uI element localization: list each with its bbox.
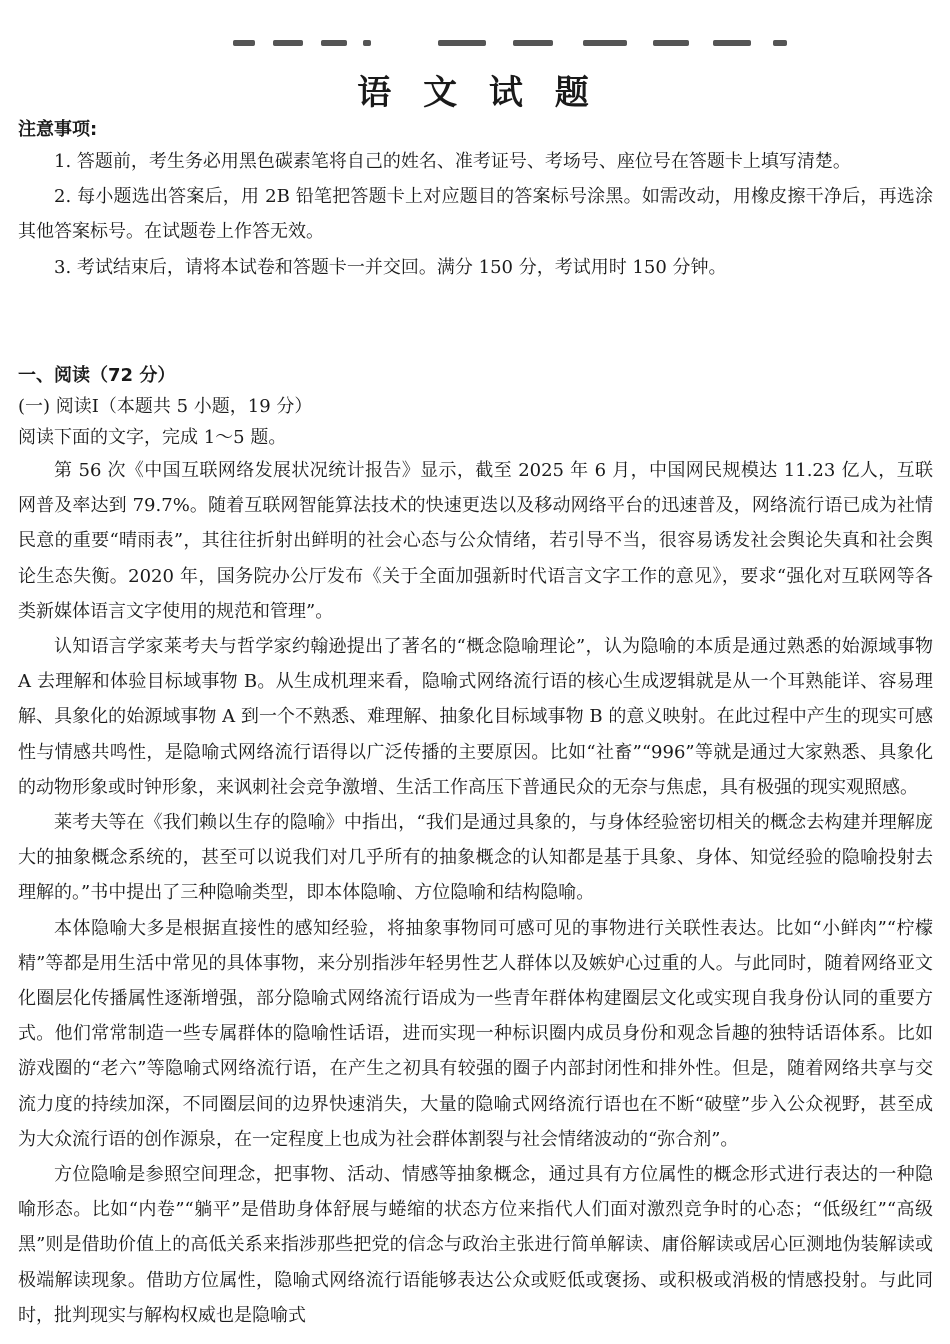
notice-item: 2. 每小题选出答案后，用 2B 铅笔把答题卡上对应题目的答案标号涂黑。如需改动，用橡皮擦干净后，再选涂其他答案标号。在试题卷上作答无效。 [18, 186, 933, 243]
passage-paragraph: 方位隐喻是参照空间理念，把事物、活动、情感等抽象概念，通过具有方位属性的概念形式进行表达的一种隐喻形态。比如“内卷”“躺平”是借助身体舒展与蜷缩的状态方位来指代人们面对激烈竞争时的心态；“低级红”“高级黑”则是借助价值上的高低关系来指涉那些把党的信念与政治主张进行简单解读、庸俗解读或居心叵测地伪装解读或极端解读现象。借助方位属性，隐喻式网络流行语能够表达公众或贬低或褒扬、或积极或消极的情感投射。与此同时，批判现实与解构权威也是隐喻式 [18, 1164, 933, 1326]
passage-paragraph: 本体隐喻大多是根据直接性的感知经验，将抽象事物同可感可见的事物进行关联性表达。比如“小鲜肉”“柠檬精”等都是用生活中常见的具体事物，来分别指涉年轻男性艺人群体以及嫉妒心过重的人。与此同时，随着网络亚文化圈层化传播属性逐渐增强，部分隐喻式网络流行语成为一些青年群体构建圈层文化或实现自我身份认同的重要方式。他们常常制造一些专属群体的隐喻性话语，进而实现一种标识圈内成员身份和观念旨趣的独特话语体系。比如游戏圈的“老六”等隐喻式网络流行语，在产生之初具有较强的圈子内部封闭性和排外性。但是，随着网络共享与交流力度的持续加深，不同圈层间的边界快速消失，大量的隐喻式网络流行语也在不断“破壁”步入公众视野，甚至成为大众流行语的创作源泉，在一定程度上也成为社会群体割裂与社会情绪波动的“弥合剂”。 [18, 917, 933, 1150]
notice-heading: 注意事项: [18, 119, 98, 140]
page-title: 语 文 试 题 [357, 73, 599, 113]
cropped-header-line [233, 28, 793, 48]
notice-item: 3. 考试结束后，请将本试卷和答题卡一并交回。满分 150 分，考试用时 150 分钟。 [54, 256, 727, 278]
section-subheading: (一) 阅读Ⅰ（本题共 5 小题，19 分） [18, 396, 313, 417]
passage-paragraph: 莱考夫等在《我们赖以生存的隐喻》中指出，“我们是通过具象的，与身体经验密切相关的概念去构建并理解庞大的抽象概念系统的，甚至可以说我们对几乎所有的抽象概念的认知都是基于具象、身体、知觉经验的隐喻投射去理解的。”书中提出了三种隐喻类型，即本体隐喻、方位隐喻和结构隐喻。 [18, 812, 933, 904]
notice-list [18, 144, 933, 285]
section-instruction: 阅读下面的文字，完成 1～5 题。 [18, 427, 287, 448]
reading-passage [18, 453, 933, 1333]
passage-paragraph: 认知语言学家莱考夫与哲学家约翰逊提出了著名的“概念隐喻理论”，认为隐喻的本质是通过熟悉的始源域事物 A 去理解和体验目标域事物 B。从生成机理来看，隐喻式网络流行语的核心生成逻辑就是从一个耳熟能详、容易理解、具象化的始源域事物 A 到一个不熟悉、难理解、抽象化目标域事物 B 的意义映射。在此过程中产生的现实可感性与情感共鸣性，是隐喻式网络流行语得以广泛传播的主要原因。比如“社畜”“996”等就是通过大家熟悉、具象化的动物形象或时钟形象，来讽刺社会竞争激增、生活工作高压下普通民众的无奈与焦虑，具有极强的现实观照感。 [18, 636, 933, 798]
section-heading: 一、阅读（72 分） [18, 365, 176, 386]
notice-item: 1. 答题前，考生务必用黑色碳素笔将自己的姓名、准考证号、考场号、座位号在答题卡上填写清楚。 [54, 151, 851, 172]
passage-paragraph: 第 56 次《中国互联网络发展状况统计报告》显示，截至 2025 年 6 月，中国网民规模达 11.23 亿人，互联网普及率达到 79.7%。随着互联网智能算法技术的快速更迭以及移动网络平台的迅速普及，网络流行语已成为社情民意的重要“晴雨表”，其往往折射出鲜明的社会心态与公众情绪，若引导不当，很容易诱发社会舆论失真和社会舆论生态失衡。2020 年，国务院办公厅发布《关于全面加强新时代语言文字工作的意见》，要求“强化对互联网等各类新媒体语言文字使用的规范和管理”。 [18, 460, 933, 622]
